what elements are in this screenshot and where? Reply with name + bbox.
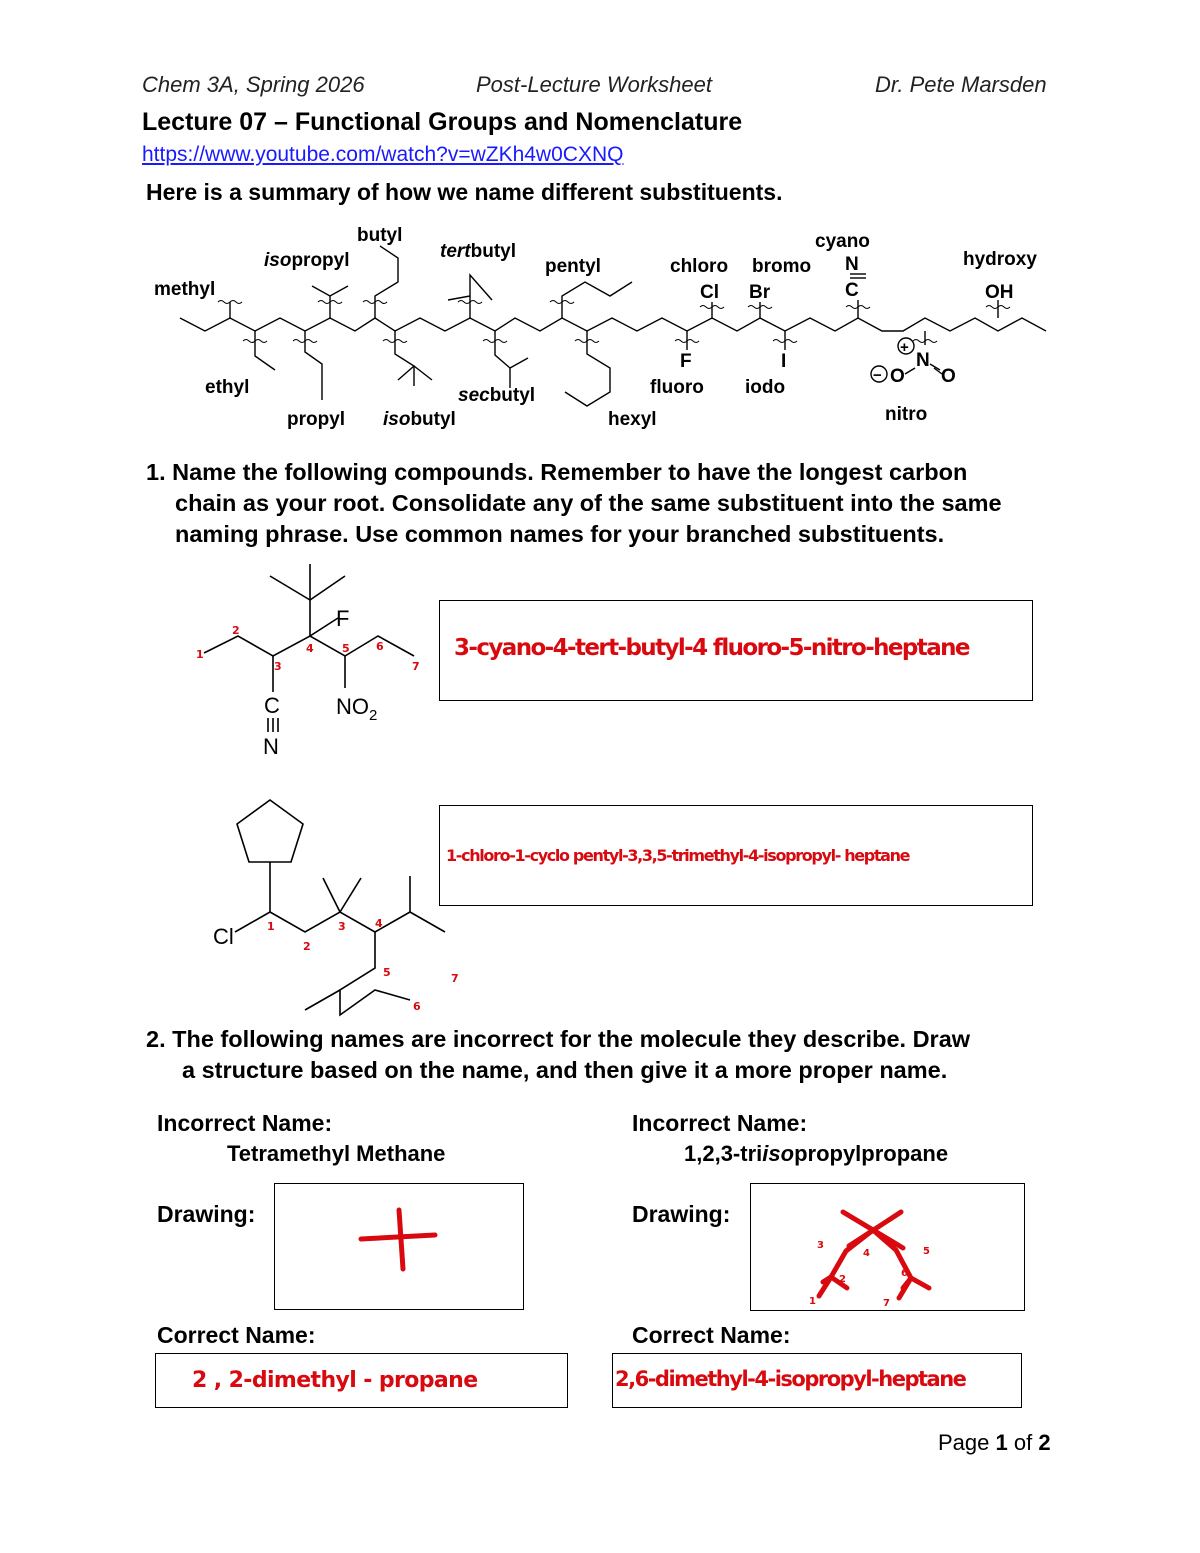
question1-line1: 1. Name the following compounds. Remember to have the longest carbon xyxy=(146,459,968,485)
fluoro-label: fluoro xyxy=(650,377,704,398)
carbon-number: 5 xyxy=(383,966,391,979)
page-number: Page 1 of 2 xyxy=(938,1430,1051,1455)
pentyl-label: pentyl xyxy=(545,256,601,277)
bromo-atom: Br xyxy=(749,282,771,303)
instructor-name: Dr. Pete Marsden xyxy=(875,72,1047,97)
cyano-c-atom: C xyxy=(845,280,859,301)
intro-text: Here is a summary of how we name different substituents. xyxy=(146,179,783,205)
carbon-number: 6 xyxy=(901,1268,908,1279)
carbon-number: 7 xyxy=(883,1298,890,1309)
hydroxy-atom: OH xyxy=(985,282,1014,303)
substituent-diagram xyxy=(0,0,1200,440)
chlorine-atom: Cl xyxy=(213,924,234,949)
cyano-carbon-atom: C xyxy=(264,693,280,718)
carbon-number: 1 xyxy=(809,1296,816,1307)
bromo-label: bromo xyxy=(752,256,812,277)
question2-line1: 2. The following names are incorrect for the molecule they describe. Draw xyxy=(146,1026,971,1052)
right-correct-handwriting: 2,6-dimethyl-4-isopropyl-heptane xyxy=(615,1367,966,1391)
question2-line2: a structure based on the name, and then give it a more proper name. xyxy=(182,1057,948,1083)
nitro-group: $NO_2$ xyxy=(336,694,378,724)
carbon-number: 6 xyxy=(376,640,384,653)
answer-box-1[interactable] xyxy=(439,600,1033,701)
chloro-label: chloro xyxy=(670,256,729,277)
right-drawing-box[interactable] xyxy=(750,1183,1025,1311)
hexyl-label: hexyl xyxy=(608,409,657,430)
left-drawing-label: Drawing: xyxy=(157,1201,256,1227)
course-label: Chem 3A, Spring 2026 xyxy=(142,72,365,97)
methyl-label: methyl xyxy=(154,279,216,300)
carbon-number: 7 xyxy=(451,972,459,985)
carbon-number: 6 xyxy=(413,1000,421,1013)
carbon-number: 5 xyxy=(923,1246,930,1257)
answer-box-2[interactable] xyxy=(439,805,1033,906)
answer-1-handwriting: 3-cyano-4-tert-butyl-4 fluoro-5-nitro-heptane xyxy=(454,635,969,661)
right-correct-label: Correct Name: xyxy=(632,1322,791,1348)
nitro-label: nitro xyxy=(885,404,928,425)
butyl-label: butyl xyxy=(357,225,403,246)
document-type: Post-Lecture Worksheet xyxy=(476,72,712,97)
left-drawing-box[interactable] xyxy=(274,1183,524,1310)
right-incorrect-label: Incorrect Name: xyxy=(632,1110,808,1136)
right-incorrect-name: 1,2,3-triisopropylpropane xyxy=(684,1141,949,1166)
fluorine-atom: F xyxy=(336,606,350,631)
cyano-n-atom: N xyxy=(845,254,859,275)
chloro-atom: Cl xyxy=(700,282,719,303)
cyano-nitrogen-atom: N xyxy=(263,734,279,759)
left-correct-box[interactable] xyxy=(155,1353,568,1408)
propyl-label: propyl xyxy=(287,409,346,430)
minus-charge: − xyxy=(873,367,882,384)
carbon-number: 4 xyxy=(306,642,314,655)
carbon-number: 3 xyxy=(338,920,346,933)
left-incorrect-label: Incorrect Name: xyxy=(157,1110,333,1136)
carbon-number: 4 xyxy=(375,917,383,930)
carbon-number: 3 xyxy=(274,660,282,673)
left-incorrect-name: Tetramethyl Methane xyxy=(227,1141,446,1166)
isopropyl-label: isopropyl xyxy=(264,250,350,271)
nitro-n-atom: N xyxy=(916,350,930,371)
carbon-number: 1 xyxy=(267,920,275,933)
carbon-number: 4 xyxy=(863,1248,870,1259)
right-drawing-label: Drawing: xyxy=(632,1201,731,1227)
isobutyl-label: isobutyl xyxy=(383,409,456,430)
page-title: Lecture 07 – Functional Groups and Nomenclature xyxy=(142,108,743,136)
cyano-label: cyano xyxy=(815,231,870,252)
hydroxy-label: hydroxy xyxy=(963,249,1037,270)
carbon-number: 7 xyxy=(412,660,420,673)
right-correct-box[interactable] xyxy=(612,1353,1022,1408)
question1-line2: chain as your root. Consolidate any of the same substituent into the same xyxy=(175,490,1002,516)
triisopropylpropane-drawing xyxy=(751,1184,1024,1310)
iodo-label: iodo xyxy=(745,377,786,398)
tertbutyl-label: tertbutyl xyxy=(440,241,517,262)
video-link[interactable]: https://www.youtube.com/watch?v=wZKh4w0CXNQ xyxy=(142,143,624,166)
fluoro-atom: F xyxy=(680,351,692,372)
iodo-atom: I xyxy=(781,351,787,372)
carbon-number: 2 xyxy=(303,940,311,953)
nitro-o-minus-atom: O xyxy=(890,366,905,387)
secbutyl-label: secbutyl xyxy=(458,385,536,406)
left-correct-handwriting: 2 , 2-dimethyl - propane xyxy=(192,1368,478,1393)
carbon-number: 1 xyxy=(196,648,204,661)
carbon-number: 2 xyxy=(232,624,240,637)
carbon-number: 5 xyxy=(342,642,350,655)
question1-line3: naming phrase. Use common names for your branched substituents. xyxy=(175,521,945,547)
nitro-o-atom: O xyxy=(941,366,956,387)
tetramethyl-drawing xyxy=(275,1184,523,1309)
plus-charge: + xyxy=(900,339,909,356)
carbon-number: 3 xyxy=(817,1240,824,1251)
left-correct-label: Correct Name: xyxy=(157,1322,316,1348)
answer-2-handwriting: 1-chloro-1-cyclo pentyl-3,3,5-trimethyl-4-isopropyl- heptane xyxy=(446,846,910,865)
carbon-number: 2 xyxy=(839,1274,846,1285)
ethyl-label: ethyl xyxy=(205,377,250,398)
